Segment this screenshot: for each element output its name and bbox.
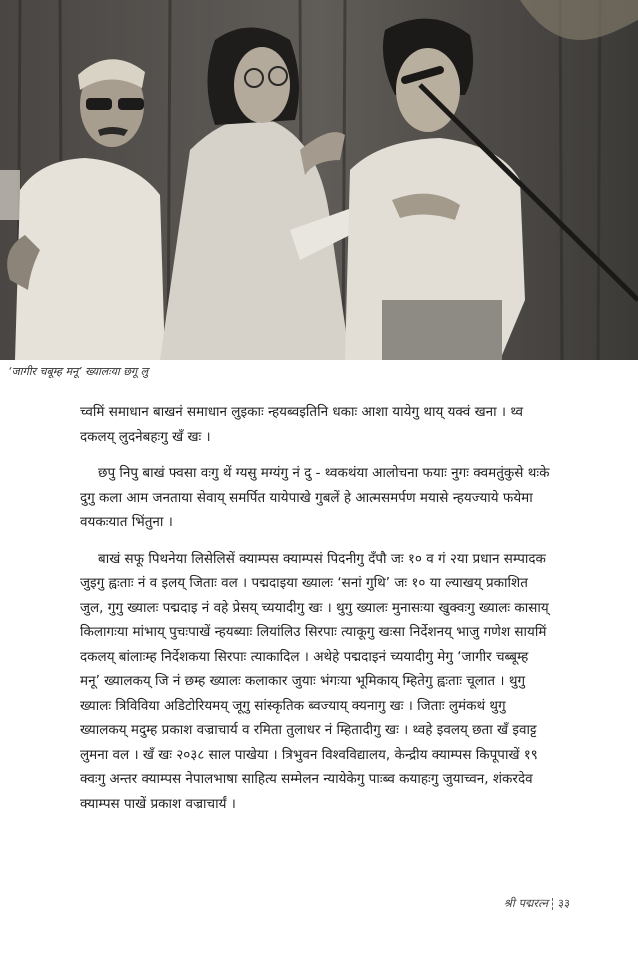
page-number: ३३ bbox=[558, 896, 570, 910]
paragraph-3: बाखं सफू पिथनेया लिसेलिसें क्याम्पस क्याम्पसं पिदनीगु दँपौ जः १० व गं २या प्रधान सम्पादक जुइगु ह्वःताः नं व इलय् जिताः वल । पद्मदाइया ख्यालः ‘सनां गुथि’ जः १० या ल्याखय् प्रकाशित जुल, गुगु ख्यालः पद्मदाइ नं वहे प्रेसय् च्ययादीगु खः । थुगु ख्यालः मुनासःया खुक्वःगु ख्यालः कासाय् किलागःया मांभाय् पुचःपाखें न्हयब्याः लियांलिउ सिरपाः त्याकूगु खःसा निर्देशनय् भाजु गणेश सायमिं दकलय् बांलाःम्ह निर्देशकया सिरपाः त्याकादिल । अथेहे पद्मदाइनं च्ययादीगु मेगु ‘जागीर चब्बूम्ह मनू’ ख्यालकय् जि नं छम्ह ख्यालः कलाकार जुयाः भंगःया भूमिकाय् म्हितेगु ह्वःताः चूलात । थुगु ख्यालः त्रिविविया अडिटोरियमय् जूगु सांस्कृतिक ब्वज्याय् क्यनागु खः । जिताः लुमंकथं थुगु ख्यालकय् मदुम्ह प्रकाश वज्राचार्य व रमिता तुलाधर नं म्हितादीगु खः । थ्वहे इवलय् छता खँ इवाट्ट लुमना वल । खँ खः २०३८ साल पाखेया । त्रिभुवन विश्वविद्यालय, केन्द्रीय क्याम्पस किपूपाखें १९ क्वःगु अन्तर क्याम्पस नेपालभाषा साहित्य सम्मेलन न्यायेकेगु पाःब्व कयाहःगु जुयाच्वन, शंकरदेव क्याम्पस पाखें प्रकाश वज्राचार्यं । bbox=[80, 550, 549, 812]
photo-caption: ‘जागीर चबूम्ह मनू’ ख्यालःया छगू लु bbox=[8, 365, 149, 378]
stage-sign bbox=[0, 170, 20, 220]
page-footer bbox=[504, 896, 570, 911]
publication-name: श्री पद्मरत्न bbox=[503, 896, 549, 910]
stage-photograph bbox=[0, 0, 638, 360]
paragraph-2: छपु निपु बाखं फ्वसा वःगु थें ग्यसु मग्यंगु नं दु - थ्वकथंया आलोचना फयाः नुगः क्वमतुंकुसे थःके दुगु कला आम जनताया सेवाय् समर्पित यायेपाखे गुबलें हे आत्मसमर्पण मयासे न्हयज्याये फयेमा वयकःयात भिंतुना । bbox=[80, 465, 550, 530]
footer-divider bbox=[552, 898, 554, 910]
paragraph-1: च्वमिं समाधान बाखनं समाधान लुइकाः न्हयब्वइतिनि धकाः आशा यायेगु थाय् यक्वं खना । थ्व दकलय् लुदनेबहःगु खँ खः । bbox=[80, 404, 524, 445]
stage-photograph-art bbox=[0, 0, 638, 360]
article-body bbox=[80, 400, 550, 816]
